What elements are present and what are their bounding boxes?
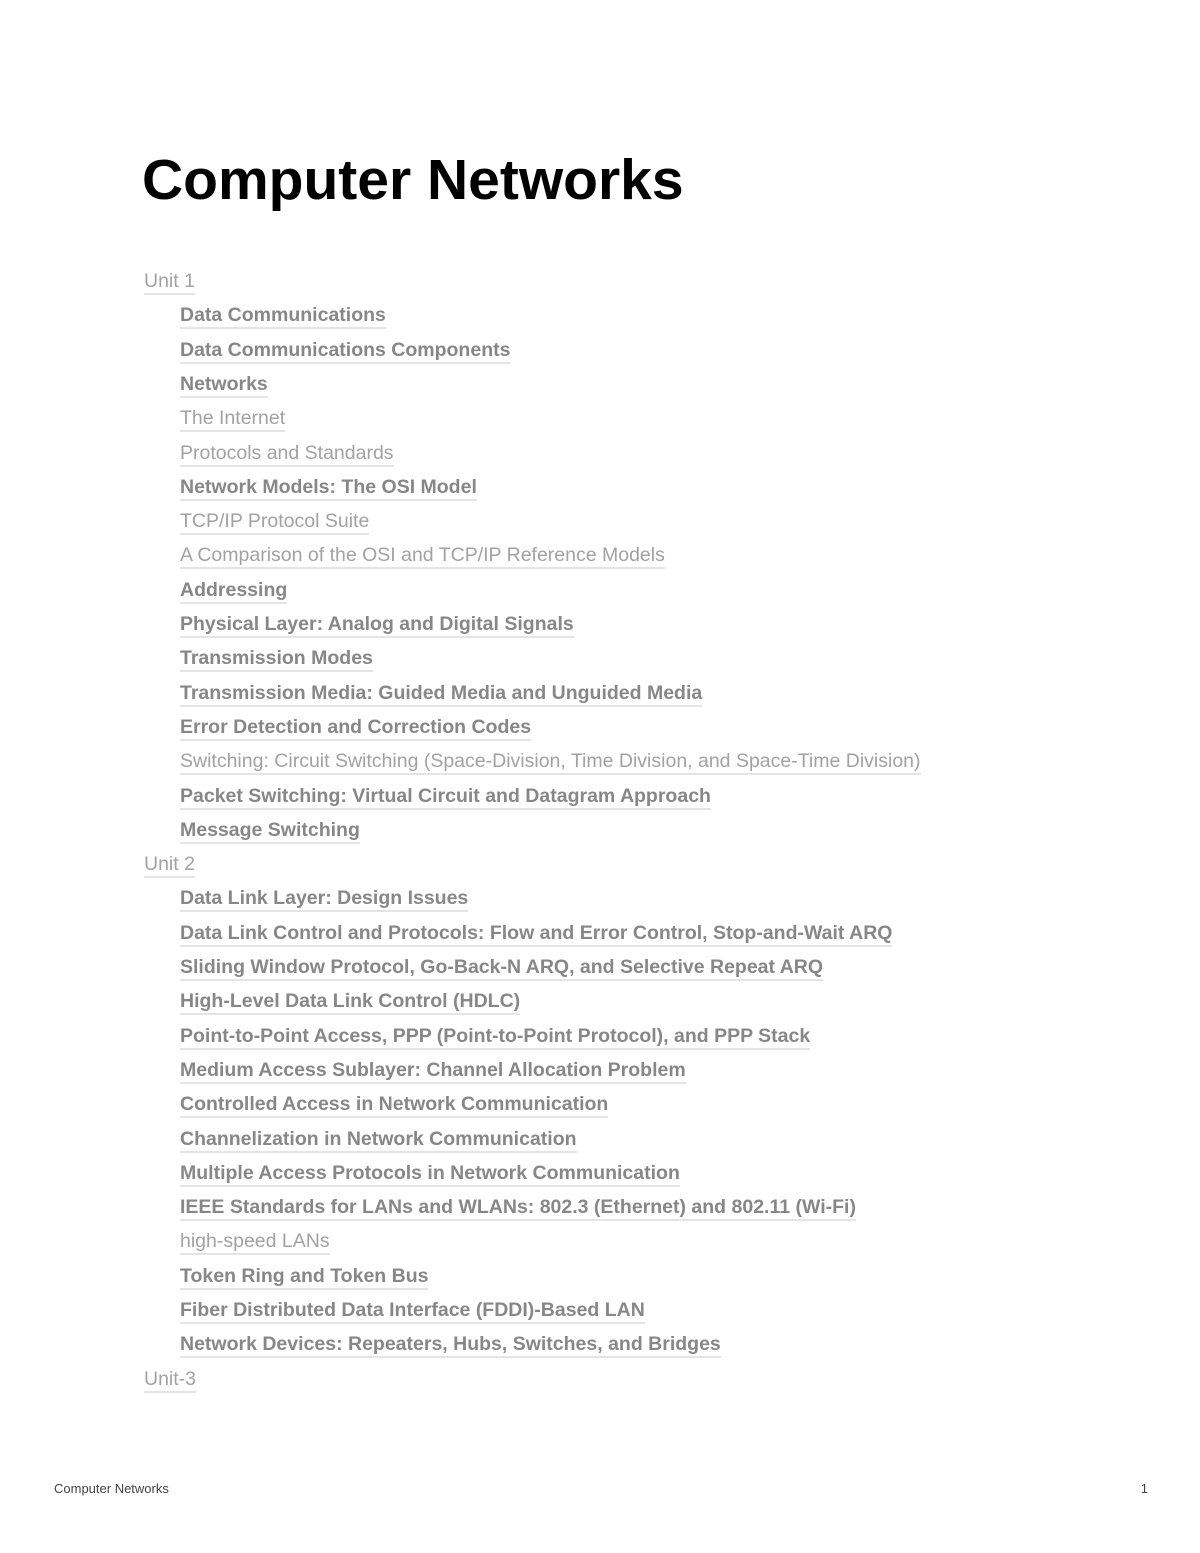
toc-entry-link[interactable]: Packet Switching: Virtual Circuit and Datagram Approach [180,785,711,810]
toc-entry-link[interactable]: Physical Layer: Analog and Digital Signals [180,613,574,638]
toc-unit-link[interactable]: Unit 1 [144,270,195,295]
toc-entry [180,302,386,332]
toc-entry-link[interactable]: Data Link Layer: Design Issues [180,887,468,912]
toc-entry-link[interactable]: Data Communications Components [180,339,510,364]
toc-entry-link[interactable]: Token Ring and Token Bus [180,1265,428,1290]
toc-entry [180,1160,680,1190]
toc-entry-link[interactable]: Fiber Distributed Data Interface (FDDI)-Based LAN [180,1299,645,1324]
toc-entry [180,817,360,847]
toc-entry-link[interactable]: Network Models: The OSI Model [180,476,477,501]
toc-entry [180,611,574,641]
toc-entry-link[interactable]: A Comparison of the OSI and TCP/IP Reference Models [180,544,665,569]
toc-entry [180,1297,645,1327]
toc-entry-link[interactable]: TCP/IP Protocol Suite [180,510,369,535]
toc-entry [180,474,477,504]
toc-entry [180,508,369,538]
toc-entry-link[interactable]: Transmission Modes [180,647,373,672]
toc-unit-link[interactable]: Unit 2 [144,853,195,878]
toc-entry-link[interactable]: Multiple Access Protocols in Network Communication [180,1162,680,1187]
toc-entry-link[interactable]: Point-to-Point Access, PPP (Point-to-Point Protocol), and PPP Stack [180,1025,810,1050]
toc-entry [180,1228,330,1258]
footer-page-number: 1 [1140,1481,1148,1496]
toc-entry [180,680,702,710]
toc-entry-link[interactable]: Switching: Circuit Switching (Space-Division, Time Division, and Space-Time Division) [180,750,921,775]
toc-entry [180,954,823,984]
toc-entry [180,405,285,435]
toc-entry-link[interactable]: Channelization in Network Communication [180,1128,577,1153]
toc-entry [180,1057,686,1087]
toc-entry [180,1194,856,1224]
toc-entry [180,337,510,367]
toc-unit-heading [144,1366,196,1396]
toc-entry-link[interactable]: Addressing [180,579,287,604]
toc-entry-link[interactable]: Message Switching [180,819,360,844]
toc-entry [180,783,711,813]
toc-entry [180,577,287,607]
toc-entry-link[interactable]: Sliding Window Protocol, Go-Back-N ARQ, and Selective Repeat ARQ [180,956,823,981]
toc-entry [180,920,892,950]
toc-entry [180,371,268,401]
toc-entry [180,748,921,778]
toc-entry-link[interactable]: The Internet [180,407,285,432]
toc-entry-link[interactable]: Transmission Media: Guided Media and Unguided Media [180,682,702,707]
toc-entry [180,1331,721,1361]
toc-entry-link[interactable]: Network Devices: Repeaters, Hubs, Switches, and Bridges [180,1333,721,1358]
toc-entry-link[interactable]: Medium Access Sublayer: Channel Allocation Problem [180,1059,686,1084]
toc-entry-link[interactable]: Protocols and Standards [180,442,394,467]
toc-entry-link[interactable]: Error Detection and Correction Codes [180,716,531,741]
toc-entry [180,1126,577,1156]
toc-entry [180,645,373,675]
footer-document-title: Computer Networks [54,1481,169,1496]
toc-entry-link[interactable]: Data Communications [180,304,386,329]
toc-entry-link[interactable]: Networks [180,373,268,398]
toc-entry-link[interactable]: IEEE Standards for LANs and WLANs: 802.3 (Ethernet) and 802.11 (Wi-Fi) [180,1196,856,1221]
toc-entry [180,440,394,470]
toc-entry-link[interactable]: Data Link Control and Protocols: Flow and Error Control, Stop-and-Wait ARQ [180,922,892,947]
toc-unit-link[interactable]: Unit-3 [144,1368,196,1393]
toc-entry [180,988,520,1018]
toc-unit-heading [144,851,195,881]
toc-entry [180,1263,428,1293]
toc-entry-link[interactable]: high-speed LANs [180,1230,330,1255]
toc-unit-heading [144,268,195,298]
toc-entry-link[interactable]: Controlled Access in Network Communication [180,1093,608,1118]
toc-entry [180,885,468,915]
page-title: Computer Networks [142,148,684,212]
toc-entry-link[interactable]: High-Level Data Link Control (HDLC) [180,990,520,1015]
toc-entry [180,1023,810,1053]
toc-entry [180,1091,608,1121]
toc-entry [180,542,665,572]
toc-entry [180,714,531,744]
